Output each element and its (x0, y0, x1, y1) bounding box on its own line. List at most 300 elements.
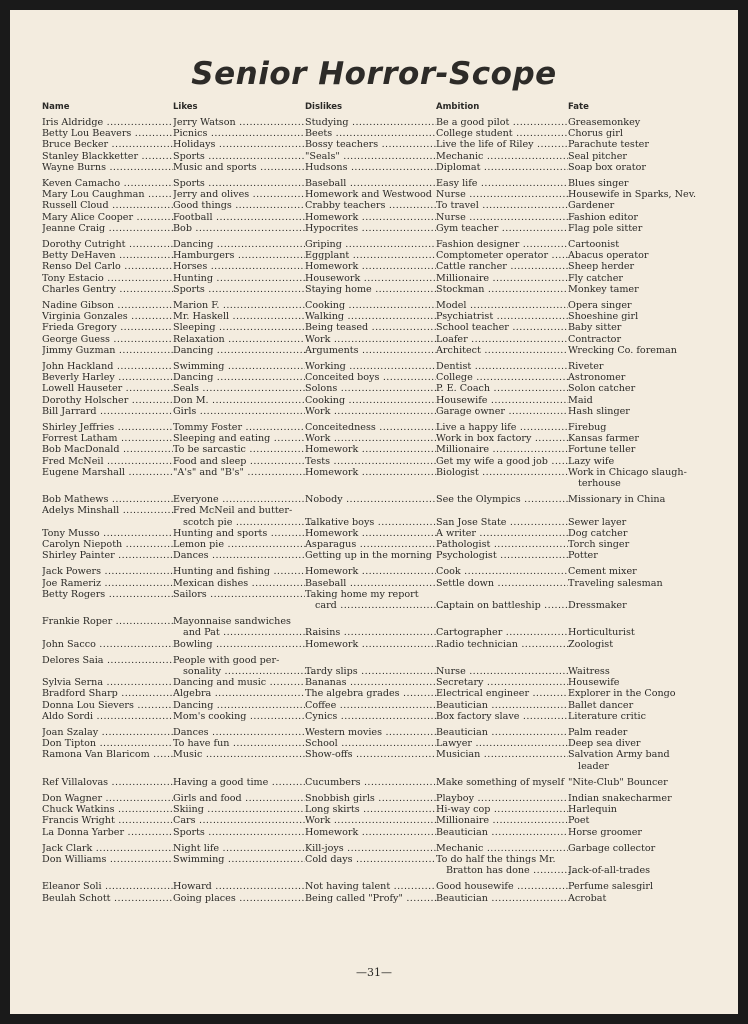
cell-name: Joe Rameriz ..... (42, 578, 173, 589)
table-row (10, 738, 738, 749)
cell-fate: Acrobat (568, 892, 607, 904)
cell-dislikes: Work ..... (305, 406, 436, 417)
cell-name: Carolyn Niepoth ..... (42, 539, 173, 550)
cell-fate-continued: Sewer layer (568, 516, 627, 528)
cell-likes: Mayonnaise sandwiches (173, 616, 291, 628)
cell-fate: Parachute tester (568, 139, 649, 151)
cell-dislikes: Homework ..... (305, 444, 436, 455)
cell-likes: Marion F. ..... (173, 300, 305, 311)
cell-fate: Wrecking Co. foreman (568, 344, 677, 356)
cell-fate: Astronomer (568, 372, 626, 384)
cell-fate: Monkey tamer (568, 283, 639, 295)
cell-likes: Tommy Foster ..... (173, 422, 305, 433)
cell-likes: Hunting and sports ..... (173, 528, 305, 539)
cell-name: Jack Clark ..... (42, 843, 173, 854)
cell-name: Lowell Hauseter ..... (42, 383, 173, 394)
cell-name: Russell Cloud ..... (42, 200, 173, 211)
cell-ambition: Millionaire ..... (436, 273, 568, 284)
table-row (10, 843, 738, 854)
cell-name: Don Tipton ..... (42, 738, 173, 749)
cell-ambition: Box factory slave ..... (436, 711, 568, 722)
cell-ambition: College student ..... (436, 128, 568, 139)
cell-likes: Fred McNeil and butter- (173, 505, 293, 517)
cell-ambition: Electrical engineer ..... (436, 688, 568, 699)
cell-likes: Dancing ..... (173, 700, 305, 711)
cell-ambition: Nurse ..... (436, 212, 568, 223)
cell-name: Wayne Burns ..... (42, 162, 173, 173)
cell-dislikes: Homework ..... (305, 261, 436, 272)
table-row (10, 655, 738, 677)
cell-ambition-continued: Nurse ..... (436, 666, 568, 677)
cell-dislikes: Being called "Profy" ..... (305, 893, 436, 904)
cell-name: Jeanne Craig ..... (42, 223, 173, 234)
cell-likes: Jerry and olives ..... (173, 189, 305, 200)
cell-name: Iris Aldridge ..... (42, 117, 173, 128)
cell-dislikes: Tests ..... (305, 456, 436, 467)
cell-name: Bob MacDonald ..... (42, 444, 173, 455)
cell-likes: Skiing ..... (173, 804, 305, 815)
table-row (10, 881, 738, 892)
cell-dislikes: Work ..... (305, 433, 436, 444)
table-row (10, 793, 738, 804)
table-row (10, 749, 738, 771)
cell-name: Tony Musso ..... (42, 528, 173, 539)
cell-name: John Hackland ..... (42, 361, 173, 372)
cell-name: Donna Lou Sievers ..... (42, 700, 173, 711)
cell-dislikes: Cooking ..... (305, 300, 436, 311)
cell-dislikes-continued: Talkative boys ..... (305, 517, 436, 528)
cell-fate: Kansas farmer (568, 433, 639, 445)
cell-likes: Algebra ..... (173, 688, 305, 699)
cell-fate: Opera singer (568, 300, 632, 311)
cell-likes: Music ..... (173, 749, 305, 760)
cell-dislikes-continued: Tardy slips ..... (305, 666, 436, 677)
table-row (10, 422, 738, 433)
cell-name: Shirley Painter ..... (42, 550, 173, 561)
cell-dislikes: Western movies ..... (305, 727, 436, 738)
table-row (10, 395, 738, 406)
cell-dislikes: Baseball ..... (305, 578, 436, 589)
cell-fate: Soap box orator (568, 161, 646, 173)
cell-likes: Dancing ..... (173, 372, 305, 383)
cell-fate: Indian snakecharmer (568, 793, 672, 804)
cell-likes: Music and sports ..... (173, 162, 305, 173)
table-row (10, 777, 738, 788)
cell-dislikes: Nobody ..... (305, 494, 436, 505)
cell-ambition: Psychologist ..... (436, 550, 568, 561)
cell-likes: "A's" and "B's" ..... (173, 467, 305, 478)
cell-dislikes: Being teased ..... (305, 322, 436, 333)
cell-fate: Lazy wife (568, 455, 615, 467)
table-row (10, 361, 738, 372)
cell-dislikes: Baseball ..... (305, 178, 436, 189)
cell-fate: Torch singer (568, 539, 630, 550)
header-ambition: Ambition (436, 102, 480, 112)
table-row (10, 284, 738, 295)
cell-fate: Missionary in China (568, 494, 666, 506)
cell-likes-continued: scotch pie ..... (173, 517, 315, 528)
cell-dislikes: Work ..... (305, 815, 436, 826)
cell-dislikes: Coffee ..... (305, 700, 436, 711)
header-fate: Fate (568, 102, 589, 112)
cell-ambition: Cattle rancher ..... (436, 261, 568, 272)
cell-name: Aldo Sordi ..... (42, 711, 173, 722)
table-row (10, 677, 738, 688)
cell-dislikes: Homework ..... (305, 467, 436, 478)
cell-likes: Sports ..... (173, 151, 305, 162)
cell-ambition: Playboy ..... (436, 793, 568, 804)
cell-fate: Perfume salesgirl (568, 881, 654, 893)
cell-name: Mary Lou Caughman ..... (42, 189, 173, 200)
cell-dislikes: School ..... (305, 738, 436, 749)
cell-name: Ramona Van Blaricom ..... (42, 749, 173, 760)
cell-fate: Horse groomer (568, 826, 643, 838)
cell-fate: Sheep herder (568, 261, 635, 273)
table-row (10, 566, 738, 577)
cell-dislikes: Bossy teachers ..... (305, 139, 436, 150)
cell-name: Keven Camacho ..... (42, 178, 173, 189)
table-row (10, 322, 738, 333)
cell-fate: Firebug (568, 422, 607, 433)
cell-name: Beulah Schott ..... (42, 893, 173, 904)
cell-fate: Solon catcher (568, 383, 636, 395)
cell-name: Bruce Becker ..... (42, 139, 173, 150)
cell-ambition: Loafer ..... (436, 334, 568, 345)
table-row (10, 505, 738, 527)
cell-dislikes: Hypocrites ..... (305, 223, 436, 234)
cell-ambition: Dentist ..... (436, 361, 568, 372)
table-row (10, 804, 738, 815)
cell-fate: Shoeshine girl (568, 311, 639, 323)
table-row (10, 815, 738, 826)
cell-ambition-continued: Bratton has done ..... (436, 865, 578, 876)
table-row (10, 300, 738, 311)
yearbook-page (10, 10, 738, 1014)
cell-likes: Having a good time ..... (173, 777, 305, 788)
cell-ambition: Millionaire ..... (436, 444, 568, 455)
cell-dislikes: Asparagus ..... (305, 539, 436, 550)
cell-fate: "Nite-Club" Bouncer (568, 776, 668, 788)
cell-fate: Maid (568, 394, 593, 406)
cell-dislikes: Studying ..... (305, 117, 436, 128)
cell-fate: Cement mixer (568, 566, 637, 578)
cell-name: Sylvia Serna ..... (42, 677, 173, 688)
cell-name: Ref Villalovas ..... (42, 777, 173, 788)
page-number: —31— (356, 966, 392, 979)
cell-likes: Horses ..... (173, 261, 305, 272)
cell-fate: Abacus operator (568, 250, 649, 262)
cell-likes: Night life ..... (173, 843, 305, 854)
cell-name: Adelys Minshall ..... (42, 505, 173, 516)
cell-fate: Fly catcher (568, 272, 623, 284)
cell-fate: Zoologist (568, 638, 614, 650)
cell-likes: Sleeping ..... (173, 322, 305, 333)
cell-likes: Dances ..... (173, 550, 305, 561)
cell-dislikes: Crabby teachers ..... (305, 200, 436, 211)
table-row (10, 189, 738, 200)
cell-likes: Sports ..... (173, 284, 305, 295)
table-row (10, 345, 738, 356)
cell-name: Frieda Gregory ..... (42, 322, 173, 333)
cell-ambition: Good housewife ..... (436, 881, 568, 892)
cell-dislikes: Homework ..... (305, 639, 436, 650)
cell-name: Bob Mathews ..... (42, 494, 173, 505)
cell-dislikes: Cooking ..... (305, 395, 436, 406)
cell-likes: Sports ..... (173, 827, 305, 838)
cell-dislikes: Bananas ..... (305, 677, 436, 688)
cell-dislikes: Griping ..... (305, 239, 436, 250)
cell-ambition: Biologist ..... (436, 467, 568, 478)
cell-likes: Seals ..... (173, 383, 305, 394)
cell-dislikes: Homework ..... (305, 212, 436, 223)
cell-fate: Literature critic (568, 710, 646, 722)
cell-ambition: Easy life ..... (436, 178, 568, 189)
cell-dislikes: Cynics ..... (305, 711, 436, 722)
cell-ambition: Architect ..... (436, 345, 568, 356)
cell-dislikes: Homework and Westwood ..... (305, 189, 436, 200)
cell-fate: Seal pitcher (568, 150, 627, 162)
cell-ambition: Beautician ..... (436, 827, 568, 838)
cell-dislikes: Walking ..... (305, 311, 436, 322)
cell-dislikes: "Seals" ..... (305, 151, 436, 162)
cell-ambition: Psychiatrist ..... (436, 311, 568, 322)
cell-likes: Relaxation ..... (173, 334, 305, 345)
cell-dislikes: Not having talent ..... (305, 881, 436, 892)
cell-likes: To have fun ..... (173, 738, 305, 749)
cell-fate: Greasemonkey (568, 117, 641, 128)
cell-fate: Salvation Army band (568, 749, 670, 761)
cell-dislikes: Eggplant ..... (305, 250, 436, 261)
cell-name: Nadine Gibson ..... (42, 300, 173, 311)
header-name: Name (42, 102, 70, 112)
header-dislikes: Dislikes (305, 102, 343, 112)
cell-likes: Picnics ..... (173, 128, 305, 139)
table-row (10, 334, 738, 345)
cell-dislikes: Snobbish girls ..... (305, 793, 436, 804)
cell-ambition: Mechanic ..... (436, 843, 568, 854)
cell-name: Betty Rogers ..... (42, 589, 173, 600)
cell-ambition: Model ..... (436, 300, 568, 311)
table-row (10, 406, 738, 417)
table-row (10, 589, 738, 611)
table-row (10, 639, 738, 650)
table-row (10, 444, 738, 455)
cell-name: Dorothy Cutright ..... (42, 239, 173, 250)
cell-ambition: Be a good pilot ..... (436, 117, 568, 128)
table-row (10, 151, 738, 162)
table-row (10, 550, 738, 561)
cell-name: Jimmy Guzman ..... (42, 345, 173, 356)
cell-dislikes-continued: card ..... (305, 600, 446, 611)
cell-fate: Poet (568, 815, 590, 827)
cell-name: Francis Wright ..... (42, 815, 173, 826)
cell-likes: Football ..... (173, 212, 305, 223)
cell-ambition: College ..... (436, 372, 568, 383)
cell-name: Don Wagner ..... (42, 793, 173, 804)
cell-ambition: Stockman ..... (436, 284, 568, 295)
table-row (10, 139, 738, 150)
cell-ambition: Live the life of Riley ..... (436, 139, 568, 150)
cell-dislikes: Conceited boys ..... (305, 372, 436, 383)
table-row (10, 273, 738, 284)
cell-name: John Sacco ..... (42, 639, 173, 650)
cell-fate-continued: Dressmaker (568, 599, 627, 611)
table-row (10, 311, 738, 322)
cell-fate: Hash slinger (568, 405, 630, 417)
cell-name: Beverly Harley ..... (42, 372, 173, 383)
cell-ambition: Hi-way cop ..... (436, 804, 568, 815)
cell-fate: Work in Chicago slaugh- (568, 466, 687, 478)
cell-dislikes: Long skirts ..... (305, 804, 436, 815)
cell-name: Renso Del Carlo ..... (42, 261, 173, 272)
cell-ambition: Live a happy life ..... (436, 422, 568, 433)
cell-name: Eleanor Soli ..... (42, 881, 173, 892)
cell-likes: Mr. Haskell ..... (173, 311, 305, 322)
table-row (10, 200, 738, 211)
cell-name: La Donna Yarber ..... (42, 827, 173, 838)
cell-likes: Dancing ..... (173, 239, 305, 250)
cell-name: Bill Jarrard ..... (42, 406, 173, 417)
cell-likes: Bob ..... (173, 223, 305, 234)
cell-name: Forrest Latham ..... (42, 433, 173, 444)
cell-fate: Ballet dancer (568, 699, 634, 711)
cell-ambition: Mechanic ..... (436, 151, 568, 162)
cell-ambition: Cook ..... (436, 566, 568, 577)
cell-likes-continued: sonality ..... (173, 666, 315, 677)
cell-ambition: To travel ..... (436, 200, 568, 211)
cell-dislikes: Conceitedness ..... (305, 422, 436, 433)
cell-ambition: Millionaire ..... (436, 815, 568, 826)
cell-fate: Riveter (568, 361, 604, 372)
cell-name: Frankie Roper ..... (42, 616, 173, 627)
cell-dislikes: Working ..... (305, 361, 436, 372)
cell-ambition: Diplomat ..... (436, 162, 568, 173)
header-likes: Likes (173, 102, 198, 112)
cell-ambition: Make something of myself ..... (436, 777, 568, 788)
table-row (10, 250, 738, 261)
cell-ambition: Pathologist ..... (436, 539, 568, 550)
cell-dislikes: Taking home my report (305, 588, 419, 600)
table-row (10, 433, 738, 444)
cell-fate: Housewife (568, 677, 620, 689)
table-row (10, 528, 738, 539)
cell-fate: Explorer in the Congo (568, 688, 676, 700)
cell-name: Joan Szalay ..... (42, 727, 173, 738)
cell-ambition-continued: San Jose State ..... (436, 517, 568, 528)
cell-likes: Jerry Watson ..... (173, 117, 305, 128)
table-row (10, 893, 738, 904)
table-row (10, 688, 738, 699)
table-row (10, 854, 738, 876)
cell-name: Don Williams ..... (42, 854, 173, 865)
cell-fate: Flag pole sitter (568, 222, 643, 234)
cell-ambition: Secretary ..... (436, 677, 568, 688)
cell-likes: Everyone ..... (173, 494, 305, 505)
cell-likes: Mom's cooking ..... (173, 711, 305, 722)
cell-fate: Potter (568, 550, 598, 562)
cell-ambition: To do half the things Mr. (436, 854, 556, 865)
cell-name: Tony Estacio ..... (42, 273, 173, 284)
cell-fate-continued: Jack-of-all-trades (568, 865, 651, 877)
cell-likes: Hunting and fishing ..... (173, 566, 305, 577)
cell-ambition-continued: Captain on battleship ..... (436, 600, 568, 611)
cell-fate: Chorus girl (568, 128, 623, 140)
cell-dislikes: Homework ..... (305, 566, 436, 577)
cell-ambition: Nurse ..... (436, 189, 568, 200)
cell-likes: Dances ..... (173, 727, 305, 738)
cell-likes: Swimming ..... (173, 361, 305, 372)
cell-dislikes: Staying home ..... (305, 284, 436, 295)
table-row (10, 162, 738, 173)
cell-fate: Cartoonist (568, 239, 620, 250)
cell-likes: Don M. ..... (173, 395, 305, 406)
cell-ambition: A writer ..... (436, 528, 568, 539)
cell-dislikes: The algebra grades ..... (305, 688, 436, 699)
cell-dislikes: Housework ..... (305, 273, 436, 284)
table-row (10, 117, 738, 128)
cell-likes: Sailors ..... (173, 589, 305, 600)
cell-name: Mary Alice Cooper ..... (42, 212, 173, 223)
cell-likes: Girls ..... (173, 406, 305, 417)
table-row (10, 727, 738, 738)
cell-name: Shirley Jeffries ..... (42, 422, 173, 433)
cell-ambition: P. E. Coach ..... (436, 383, 568, 394)
cell-dislikes: Homework ..... (305, 528, 436, 539)
cell-name: Eugene Marshall ..... (42, 467, 173, 478)
cell-dislikes-continued: Raisins ..... (305, 627, 436, 638)
cell-likes: To be sarcastic ..... (173, 444, 305, 455)
cell-name: Delores Saia ..... (42, 655, 173, 666)
cell-ambition: Fashion designer ..... (436, 239, 568, 250)
cell-ambition: Garage owner ..... (436, 406, 568, 417)
cell-ambition: Gym teacher ..... (436, 223, 568, 234)
cell-ambition: Housewife ..... (436, 395, 568, 406)
cell-name: Charles Gentry ..... (42, 284, 173, 295)
cell-ambition: Musician ..... (436, 749, 568, 760)
cell-likes: People with good per- (173, 654, 280, 666)
cell-dislikes: Homework ..... (305, 827, 436, 838)
cell-ambition: Get my wife a good job ..... (436, 456, 568, 467)
cell-ambition: Beautician ..... (436, 727, 568, 738)
cell-likes: Bowling ..... (173, 639, 305, 650)
page-title: Senior Horror-Scope (191, 56, 557, 92)
cell-dislikes: Arguments ..... (305, 345, 436, 356)
cell-fate: Baby sitter (568, 322, 622, 334)
cell-likes: Cars ..... (173, 815, 305, 826)
cell-name: Virginia Gonzales ..... (42, 311, 173, 322)
cell-fate: Fortune teller (568, 444, 636, 456)
cell-likes: Hunting ..... (173, 273, 305, 284)
cell-dislikes: Hudsons ..... (305, 162, 436, 173)
cell-name: Betty Lou Beavers ..... (42, 128, 173, 139)
cell-dislikes: Work ..... (305, 334, 436, 345)
table-row (10, 578, 738, 589)
table-row (10, 467, 738, 489)
cell-dislikes: Show-offs ..... (305, 749, 436, 760)
cell-fate: Blues singer (568, 178, 629, 189)
cell-likes-continued: and Pat ..... (173, 627, 315, 638)
table-row (10, 212, 738, 223)
cell-fate-continued: leader (578, 760, 609, 772)
cell-fate: Deep sea diver (568, 738, 641, 750)
cell-ambition: Lawyer ..... (436, 738, 568, 749)
cell-ambition: Beautician ..... (436, 700, 568, 711)
cell-fate-continued: Waitress (568, 665, 610, 677)
cell-ambition: Settle down ..... (436, 578, 568, 589)
table-row (10, 223, 738, 234)
cell-fate: Contractor (568, 333, 622, 345)
cell-likes: Lemon pie ..... (173, 539, 305, 550)
